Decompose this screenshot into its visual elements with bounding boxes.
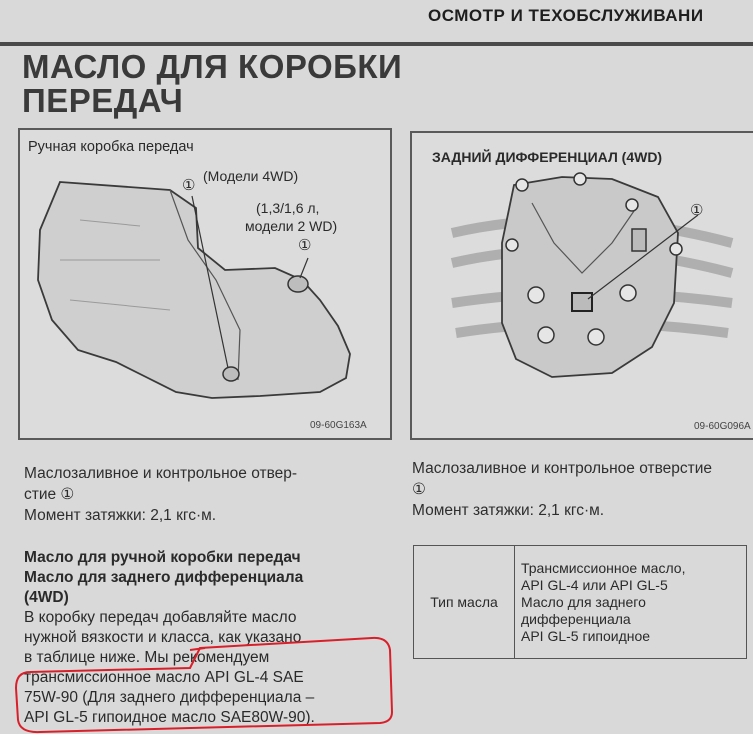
figure-code: 09-60G096A	[694, 421, 751, 432]
figure-note-2wd-line1: (1,3/1,6 л,	[256, 200, 320, 216]
oil-type-line: дифференциала	[521, 610, 631, 627]
left-caption	[24, 463, 384, 526]
gearbox-drawing	[20, 130, 390, 438]
oil-type-label: Тип масла	[414, 546, 515, 659]
caption-line: ①	[412, 481, 426, 498]
marker-1-icon: ①	[690, 202, 704, 219]
oil-type-line: API GL-5 гипоидное	[521, 627, 651, 644]
oil-type-line: API GL-4 или API GL-5	[521, 576, 668, 593]
table-row	[414, 546, 747, 659]
caption-line: стие ①	[24, 486, 75, 503]
section-heading: Масло для ручной коробки передач	[24, 549, 301, 566]
oil-type-line: Масло для заднего	[521, 593, 646, 610]
section-body-line: в таблице ниже. Мы рекомендуем	[24, 649, 270, 666]
page-title-line2: ПЕРЕДАЧ	[22, 82, 184, 119]
section-heading: (4WD)	[24, 589, 69, 606]
torque-line: Момент затяжки: 2,1 кгс·м.	[24, 507, 217, 524]
oil-type-table	[413, 545, 747, 659]
torque-line: Момент затяжки: 2,1 кгс·м.	[412, 502, 605, 519]
caption-line: Маслозаливное и контрольное отверстие	[412, 460, 713, 477]
manual-gearbox-figure	[18, 128, 392, 440]
marker-1-icon: ①	[182, 177, 196, 194]
right-caption	[412, 458, 752, 521]
differential-drawing	[412, 133, 753, 438]
figure-note-2wd-line2: модели 2 WD)	[245, 218, 338, 234]
figure-code: 09-60G163A	[310, 420, 367, 431]
page-title-line1: МАСЛО ДЛЯ КОРОБКИ	[22, 48, 403, 85]
figure-label: Ручная коробка передач	[28, 139, 194, 155]
section-body-line: В коробку передач добавляйте масло	[24, 609, 297, 626]
oil-type-line: Трансмиссионное масло,	[521, 559, 686, 576]
section-body-line: 75W-90 (Для заднего дифференциала –	[24, 689, 315, 706]
section-heading: Масло для заднего дифференциала	[24, 569, 304, 586]
oil-section	[24, 548, 384, 728]
section-body-line: нужной вязкости и класса, как указано	[24, 629, 302, 646]
rear-differential-figure	[410, 131, 753, 440]
section-body-line: трансмиссионное масло API GL-4 SAE	[24, 669, 304, 686]
figure-note-4wd: (Модели 4WD)	[203, 168, 299, 184]
oil-type-values	[515, 546, 747, 659]
page-title	[22, 50, 402, 118]
page-header	[0, 0, 753, 46]
header-title: ОСМОТР И ТЕХОБСЛУЖИВАНИ	[428, 6, 704, 25]
caption-line: Маслозаливное и контрольное отвер-	[24, 465, 298, 482]
figure-label: ЗАДНИЙ ДИФФЕРЕНЦИАЛ (4WD)	[432, 149, 663, 165]
section-body-line: API GL-5 гипоидное масло SAE80W-90).	[24, 709, 315, 726]
marker-1-icon: ①	[298, 237, 312, 254]
